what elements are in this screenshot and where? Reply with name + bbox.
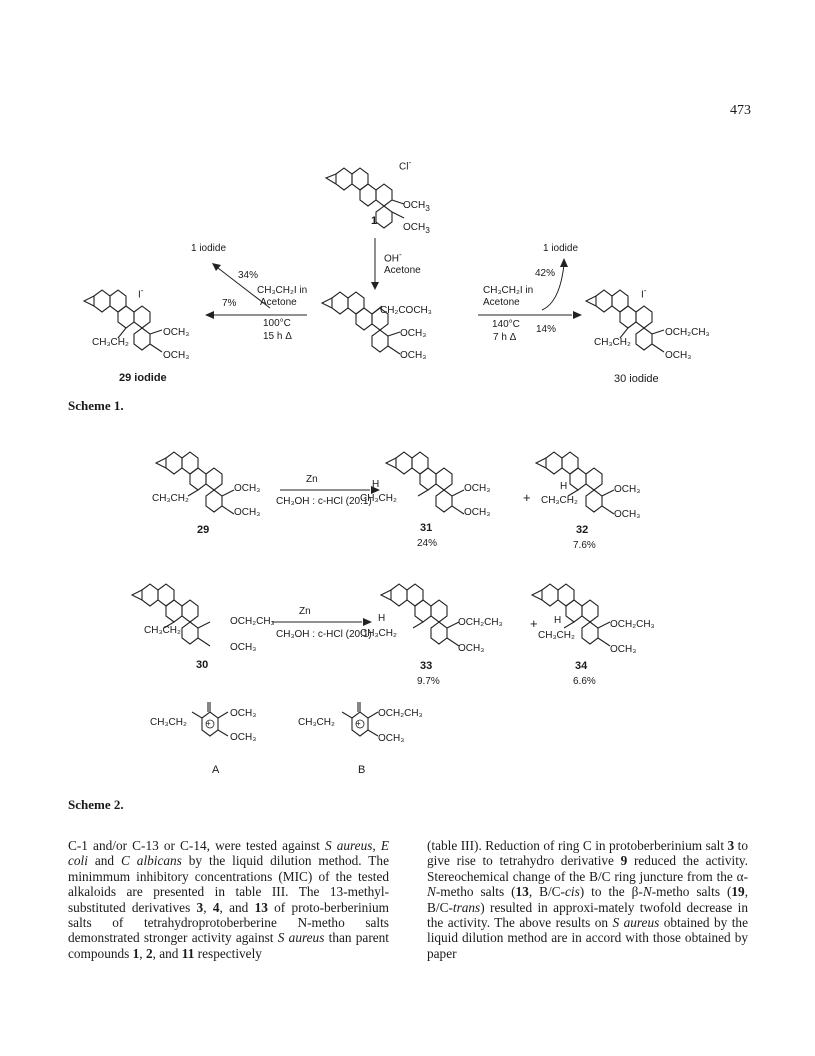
compound-33-h: H [378, 613, 386, 624]
left-run: , [372, 838, 381, 853]
left-run: , [203, 899, 213, 915]
compound-29-iodide-label: 29 iodide [119, 372, 167, 384]
compound-33-oet: OCH₂CH₃ [458, 617, 503, 628]
left-run: , and [219, 899, 255, 915]
right-run: 19 [731, 884, 745, 900]
row2-reagent-zn: Zn [299, 606, 311, 617]
compound-1-och3-b: $OCH_3$ [403, 222, 430, 235]
left-run: S aureus [277, 930, 325, 946]
compound-32-och3-b: OCH₃ [614, 509, 641, 520]
intermediate-a-charge: + [206, 719, 211, 728]
intermediate-b-ethyl: CH₃CH₂ [298, 717, 335, 728]
right-run: reduced the activity. Stereochemical change of the B/C ring juncture from the α- [427, 853, 748, 884]
compound-30-oet-s2: OCH₂CH₃ [230, 616, 275, 627]
arrow-right-up [540, 258, 570, 312]
compound-30-structure [128, 580, 238, 660]
reagent-oh: OH- [384, 249, 402, 265]
compound-30-ethyl: CH₃CH₂ [594, 337, 631, 348]
right-cond-time: 7 h Δ [493, 332, 517, 343]
right-run: N [642, 884, 652, 900]
left-run: S aureus [324, 838, 373, 853]
compound-29-ethyl: CH₃CH₂ [92, 337, 129, 348]
scheme-2-label: Scheme 2. [68, 797, 124, 812]
compound-31-ethyl: CH₃CH₂ [360, 493, 397, 504]
compound-33-label: 33 [420, 660, 433, 672]
left-run: respectively [194, 945, 262, 961]
compound-34-label: 34 [575, 660, 588, 672]
body-text-left-column [68, 838, 389, 961]
compound-29-anion: I- [138, 285, 144, 301]
left-run: , [139, 945, 146, 961]
paragraph-right [427, 838, 748, 961]
right-run: cis [564, 884, 580, 900]
compound-30-och3-s2: OCH₃ [230, 642, 257, 653]
compound-34-yield: 6.6% [573, 676, 596, 687]
row2-arrow [272, 617, 372, 627]
left-yield-7: 7% [222, 298, 237, 309]
row2-plus: + [530, 616, 538, 631]
right-run: S aureus [612, 915, 660, 931]
left-run: C-1 and/or C-13 or C-14, were tested against [68, 838, 325, 853]
right-yield-14: 14% [536, 324, 557, 335]
compound-34-ethyl: CH₃CH₂ [538, 630, 575, 641]
right-run: -metho salts ( [651, 884, 732, 900]
right-run: trans [452, 899, 481, 915]
compound-32-label: 32 [576, 524, 589, 536]
compound-1-label: 1 [371, 215, 378, 227]
right-yield-42: 42% [535, 268, 556, 279]
arrow-down [370, 238, 380, 290]
intermediate-ch2coch3: CH₂COCH₃ [380, 305, 432, 316]
compound-29-och3-a: OCH₃ [163, 327, 190, 338]
page-number: 473 [730, 103, 751, 118]
row1-reagent-solvent: CH₃OH : c-HCl (20:1) [276, 496, 372, 507]
compound-30-ethyl-s2: CH₃CH₂ [144, 625, 181, 636]
intermediate-a-och3-b: OCH₃ [230, 732, 257, 743]
compound-30-oet: OCH₂CH₃ [665, 327, 710, 338]
right-product-1-iodide: 1 iodide [543, 243, 579, 254]
compound-30-och3: OCH₃ [665, 350, 692, 361]
compound-31-h: H [372, 479, 380, 490]
compound-32-och3-a: OCH₃ [614, 484, 641, 495]
body-text-right-column [427, 838, 748, 961]
right-run: , B/C- [427, 884, 749, 915]
left-run: C albicans [121, 853, 182, 869]
intermediate-och3-a: OCH₃ [400, 328, 427, 339]
paragraph-left [68, 838, 389, 961]
right-run: obtained by the liquid dilution method are in accord with those obtained by paper [427, 915, 748, 961]
compound-1-counterion: Cl- [399, 157, 412, 173]
row1-reagent-zn: Zn [306, 474, 318, 485]
right-run: to give rise to tetrahydro derivative [427, 838, 748, 869]
intermediate-b-oet: OCH₂CH₃ [378, 708, 423, 719]
compound-31-yield: 24% [417, 538, 438, 549]
left-run: 3 [196, 899, 204, 915]
right-run: , B/C- [528, 884, 565, 900]
right-run: 3 [727, 838, 735, 853]
right-run: ) resulted in approxi-mately twofold decrease in the activity. The above results on [427, 899, 748, 931]
intermediate-b-och3: OCH₃ [378, 733, 405, 744]
left-run: E coli [68, 838, 389, 869]
left-run: than parent compounds [68, 930, 389, 961]
intermediate-och3-b: OCH₃ [400, 350, 427, 361]
left-run: 2 [145, 945, 153, 961]
scheme-1-label: Scheme 1. [68, 398, 124, 413]
compound-32-ethyl: CH₃CH₂ [541, 495, 578, 506]
right-run: 9 [620, 853, 628, 869]
intermediate-a-ethyl: CH₃CH₂ [150, 717, 187, 728]
compound-29-och3-b-s2: OCH₃ [234, 507, 261, 518]
left-run: 11 [181, 945, 195, 961]
left-run: by the liquid dilution method. The minimmum inhibitory concentrations (MIC) of the tested alkaloids are presented in table III. The 13-methyl-substituted derivatives [68, 853, 389, 915]
row1-plus: + [523, 490, 531, 505]
left-run: and [87, 853, 121, 869]
left-product-1-iodide: 1 iodide [191, 243, 227, 254]
compound-30-iodide-label: 30 iodide [614, 373, 659, 385]
compound-34-och3: OCH₃ [610, 644, 637, 655]
intermediate-a-och3-a: OCH₃ [230, 708, 257, 719]
right-run: (table III). Reduction of ring C in protoberberinium salt [427, 838, 728, 853]
left-run: , and [152, 945, 182, 961]
left-run: 1 [132, 945, 140, 961]
left-cond-temp: 100°C [263, 318, 291, 329]
right-run: ) to the β- [579, 884, 643, 900]
compound-30-anion: I- [641, 285, 647, 301]
compound-31-och3-b: OCH₃ [464, 507, 491, 518]
compound-34-oet: OCH₂CH₃ [610, 619, 655, 630]
left-run: of proto-berberinium salts of tetrahydroprotoberberine N-metho salts demonstrated stronger activity against [68, 899, 390, 946]
compound-29-och3-b: OCH₃ [163, 350, 190, 361]
compound-31-label: 31 [420, 522, 433, 534]
intermediate-b-charge: + [356, 719, 361, 728]
compound-31-och3-a: OCH₃ [464, 483, 491, 494]
compound-29-ethyl-s2: CH₃CH₂ [152, 493, 189, 504]
right-reagent-1: CH₃CH₂I in [483, 285, 534, 296]
compound-32-h: H [560, 481, 568, 492]
left-cond-time: 15 h Δ [263, 331, 292, 342]
left-run: 4 [212, 899, 220, 915]
right-run: N [427, 884, 436, 900]
compound-29-label-s2: 29 [197, 524, 210, 536]
arrow-left [205, 310, 307, 320]
right-reagent-2: Acetone [483, 297, 520, 308]
compound-33-ethyl: CH₃CH₂ [360, 628, 397, 639]
intermediate-a-label: A [212, 764, 220, 776]
compound-32-yield: 7.6% [573, 540, 596, 551]
left-reagent-2: Acetone [260, 297, 297, 308]
right-run: 13 [515, 884, 529, 900]
right-run: -metho salts ( [435, 884, 516, 900]
compound-34-h: H [554, 615, 562, 626]
right-cond-temp: 140°C [492, 319, 520, 330]
compound-1-och3-a: $OCH_3$ [403, 200, 430, 213]
compound-33-och3: OCH₃ [458, 643, 485, 654]
intermediate-b-label: B [358, 764, 366, 776]
left-yield-34: 34% [238, 270, 259, 281]
left-run: 13 [254, 899, 268, 915]
compound-30-label-s2: 30 [196, 659, 209, 671]
reagent-acetone: Acetone [384, 265, 421, 276]
compound-33-yield: 9.7% [417, 676, 440, 687]
compound-29-och3-a-s2: OCH₃ [234, 483, 261, 494]
row2-reagent-solvent: CH₃OH : c-HCl (20:1) [276, 629, 372, 640]
left-reagent-1: CH₃CH₂I in [257, 285, 308, 296]
